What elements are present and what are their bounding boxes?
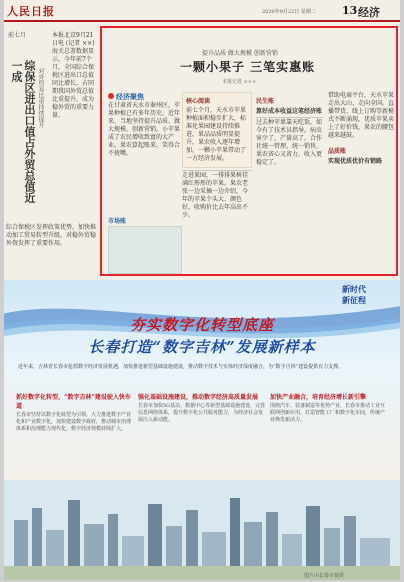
bottom-headline-2: 长春打造“数字吉林”发展新样本 <box>88 338 316 356</box>
header-rule <box>4 20 400 22</box>
core-reading-text: 前七个月，天水市苹果种植面积稳步扩大，标准化果园建设持续推进，果品品质明显提升，果农收入逐年增加，一颗小苹果带动了一方经济发展。 <box>186 107 247 162</box>
left-headline: 综保区进出口值占外贸总值近一成 <box>10 60 36 203</box>
feature-section-1 <box>108 92 144 102</box>
feature-col-2 <box>182 92 252 220</box>
left-body-2: 综合保税区发挥政策优势，加快推动加工贸易转型升级，对稳外贸稳外资发挥了重要作用。 <box>6 224 97 247</box>
feature-photo <box>108 226 182 274</box>
masthead-logo: 人民日报 <box>7 5 55 18</box>
core-reading-box <box>182 92 252 168</box>
section-name: 经济 <box>358 6 380 19</box>
series-tag-line-1: 新时代 <box>342 284 366 294</box>
divider <box>182 170 252 171</box>
core-reading-label: 核心阅读 <box>186 98 211 105</box>
feature-section-1-label: 经济聚焦 <box>116 92 144 101</box>
bottom-col-3-title: 加快产业融合，培育经济增长新引擎 <box>270 394 367 401</box>
feature-col-3 <box>256 92 324 167</box>
feature-col-1: 在甘肃省天水市秦州区，苹果种植已有多年历史。近年来，当地坚持提升品质、做大规模、创新营销，小苹果成了农民增收致富的大产业。果农算起账来，笑得合不拢嘴。 <box>108 102 181 157</box>
bottom-col-2-title: 强化基础设施建设，推动数字经济高质量发展 <box>138 394 259 401</box>
col3-pull-quote: 算好成本收益这笔经济账 <box>256 108 323 115</box>
left-body: 本报北京9月21日电 (记者 ××) 海关总署数据显示，今年前7个月，全国综合保税区进出口总值同比增长，占同期我国外贸总值比重提升，成为稳外贸的重要力量。 <box>52 32 95 119</box>
issue-date: 2020年9月22日 星期二 <box>262 9 316 15</box>
feature-col-4 <box>328 92 394 165</box>
left-subhead: 对外贸易比重持续提升 <box>37 68 44 128</box>
col4-pull-quote: 实现优质优价有销路 <box>328 158 383 165</box>
series-tag-line-2: 新征程 <box>342 295 366 305</box>
bottom-col-1 <box>16 392 134 433</box>
left-kicker: 前七月 <box>8 32 27 39</box>
series-tag <box>324 284 384 314</box>
col3-label: 民生账 <box>256 98 275 105</box>
bottom-intro: 近年来，吉林省长春市抢抓数字经济发展机遇，加快推进新型基础设施建设，推动数字技术与实体经济深度融合，为“数字吉林”建设提供有力支撑。 <box>18 364 344 370</box>
feature-section-2: 市场账 <box>108 218 127 225</box>
feature-col-4-text: 借助电商平台，天水苹果走出大山、走向全国。直播带货、线上订购等新模式不断涌现，优质苹果卖上了好价钱，果农的腰包越来越鼓。 <box>328 92 395 139</box>
bottom-headline-1: 夯实数字化转型底座 <box>129 316 274 334</box>
feature-deck: 提升品质 做大规模 创新营销 <box>202 50 278 57</box>
page-number: 13 <box>342 4 358 17</box>
feature-col-3-text: 过去种苹果靠天吃饭，如今有了技术员指导，病虫害少了，产量高了。合作社统一管理、统一销售，果农省心又省力，收入更稳定了。 <box>256 119 323 166</box>
bullet-icon <box>108 93 114 99</box>
bottom-feature <box>4 280 400 580</box>
left-article <box>6 24 98 219</box>
col4-label: 品质账 <box>328 148 347 155</box>
bottom-col-3-text: 围绕汽车、装备制造等优势产业，长春市推动工业互联网创新应用，打造智能工厂和数字化车间，传统产业焕发新活力。 <box>270 403 386 423</box>
photo-credit: 图片由长春市提供 <box>304 573 345 579</box>
bottom-col-2-text: 长春市加快5G基站、数据中心等新型基础设施建设，完善信息网络体系，提升数字化公共服务能力，为经济社会发展注入新动能。 <box>138 403 266 423</box>
bottom-col-1-title: 抓好数字化转型，“数字吉林”建设驶入快车道 <box>16 394 131 410</box>
city-skyline-photo <box>4 480 400 580</box>
bottom-col-1-text: 长春市坚持以数字化转型为引领，大力推进数字产业化和产业数字化，加快建设数字政府，推动城市治理体系和治理能力现代化，数字经济规模持续扩大。 <box>16 412 132 432</box>
bottom-col-2 <box>138 392 266 424</box>
newspaper-page <box>4 0 400 580</box>
feature-article-box <box>100 26 398 276</box>
feature-byline: 本报记者 ××× <box>222 79 257 85</box>
feature-col-2-text: 走进果园，一排排果树挂满红彤彤的苹果。果农老张一边采摘一边介绍，今年的苹果个头大、颜色好，收购价比去年高出不少。 <box>182 172 249 219</box>
bottom-col-3 <box>270 392 388 424</box>
divider <box>256 117 324 118</box>
left-body-continued <box>6 224 98 248</box>
feature-title: 一颗小果子 三笔实惠账 <box>180 60 316 74</box>
